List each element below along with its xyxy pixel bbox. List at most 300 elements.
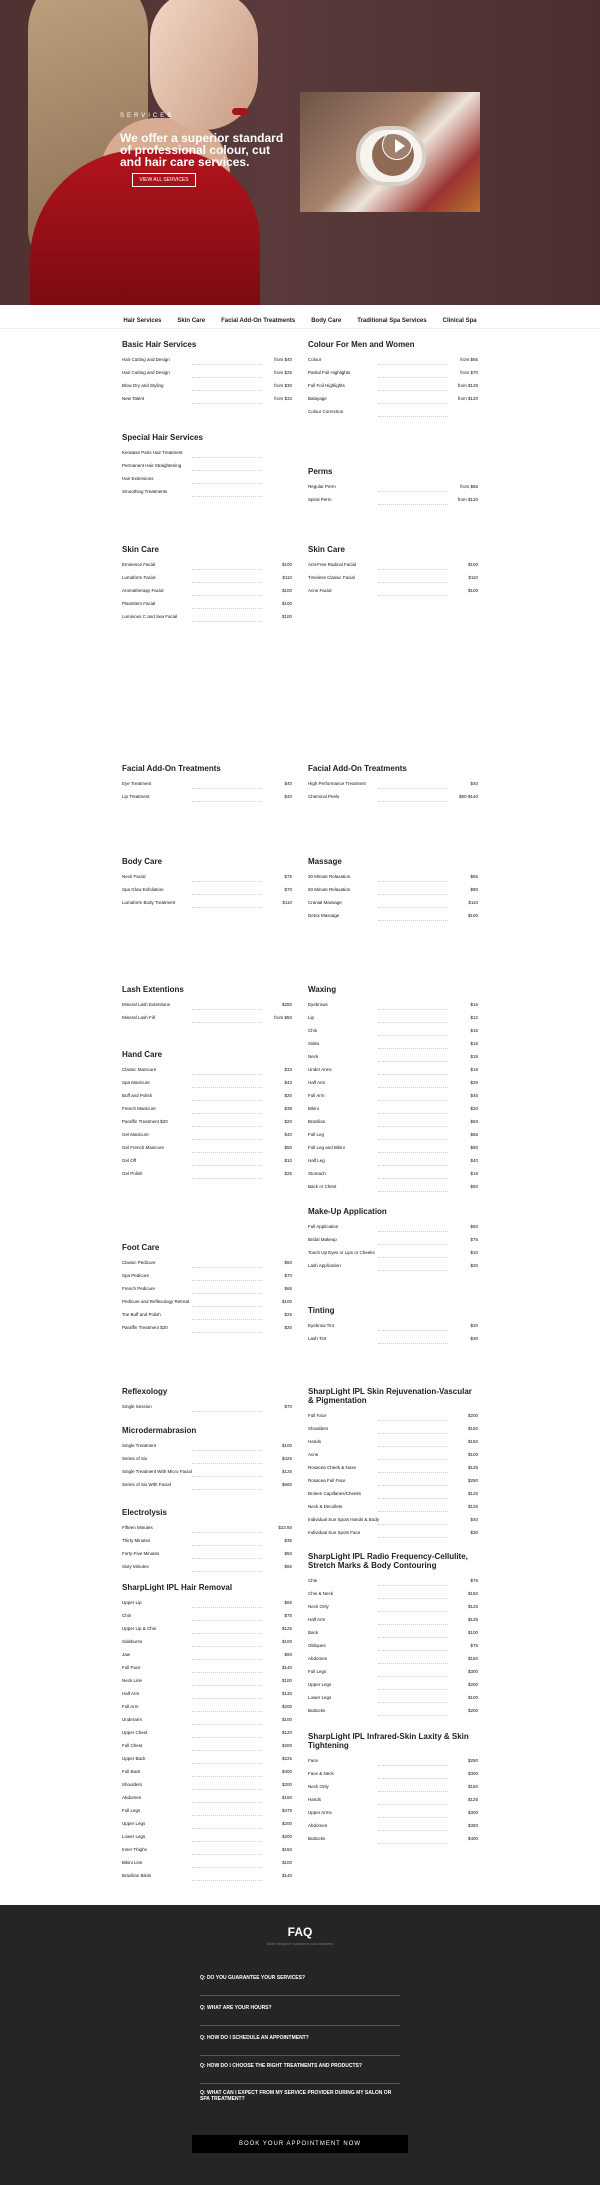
- service-row: [122, 601, 292, 614]
- service-row: [308, 1093, 478, 1106]
- faq-divider: [200, 2083, 400, 2084]
- dotted-leader: [378, 879, 448, 882]
- service-price: $400: [281, 1769, 292, 1774]
- ipl3-section: [308, 1732, 478, 1849]
- dotted-leader: [192, 1735, 262, 1738]
- ipl2-section: [308, 1552, 478, 1721]
- service-price: $375: [281, 1808, 292, 1813]
- service-row: [308, 1643, 478, 1656]
- service-name: Lower Legs: [308, 1695, 332, 1700]
- service-price: $25: [284, 1312, 292, 1317]
- service-price: $150: [281, 1847, 292, 1852]
- service-price: $65: [470, 1132, 478, 1137]
- service-row: [308, 1426, 478, 1439]
- service-price: from $120: [457, 396, 478, 401]
- service-row: [122, 1299, 292, 1312]
- service-name: Classic Manicure: [122, 1067, 157, 1072]
- perms-section: [308, 467, 478, 510]
- section-title: Reflexology: [122, 1387, 168, 1396]
- dotted-leader: [378, 1483, 448, 1486]
- service-price: $18: [470, 1171, 478, 1176]
- service-price: from $70: [460, 370, 478, 375]
- service-row: [308, 1439, 478, 1452]
- service-row: [122, 1551, 292, 1564]
- service-name: Upper Back: [122, 1756, 146, 1761]
- service-name: Chin: [122, 1613, 132, 1618]
- service-price: $300: [467, 1771, 478, 1776]
- service-price: $45: [470, 1093, 478, 1098]
- play-icon[interactable]: [382, 130, 412, 160]
- dotted-leader: [378, 1137, 448, 1140]
- service-name: Forty-Five Minutes: [122, 1551, 160, 1556]
- dotted-leader: [192, 1111, 262, 1114]
- service-row: [122, 1286, 292, 1299]
- dotted-leader: [192, 1722, 262, 1725]
- dotted-leader: [378, 1444, 448, 1447]
- service-price: $140: [281, 1665, 292, 1670]
- section-title: Microdermabrasion: [122, 1426, 197, 1435]
- dotted-leader: [378, 593, 448, 596]
- dotted-leader: [378, 1841, 448, 1844]
- section-title: Body Care: [122, 857, 163, 866]
- section-title: Colour For Men and Women: [308, 340, 415, 349]
- service-row: [308, 409, 478, 422]
- tab-clinical-spa[interactable]: Clinical Spa: [442, 318, 477, 324]
- service-name: Upper Legs: [308, 1682, 332, 1687]
- dotted-leader: [378, 1072, 448, 1075]
- micro-section: [122, 1426, 292, 1495]
- dotted-leader: [192, 606, 262, 609]
- service-price: $125: [281, 1469, 292, 1474]
- service-name: Keratase Paris Hair Treatment: [122, 450, 183, 455]
- dotted-leader: [378, 1522, 448, 1525]
- service-price: $65: [284, 1286, 292, 1291]
- service-name: Half Arm: [308, 1080, 326, 1085]
- basic-section: [122, 340, 292, 409]
- section-title: SharpLight IPL Skin Rejuvenation-Vascular & Pigmentation: [308, 1387, 472, 1405]
- service-price: $100: [467, 562, 478, 567]
- service-row: [122, 1652, 292, 1665]
- service-price: $80-$140: [458, 794, 478, 799]
- service-row: [122, 1704, 292, 1717]
- service-row: [308, 1132, 478, 1145]
- tab-skin-care[interactable]: Skin Care: [177, 318, 206, 324]
- service-row: [308, 1145, 478, 1158]
- service-name: Eminence Facial: [122, 562, 156, 567]
- service-row: [122, 357, 292, 370]
- service-name: Sides: [308, 1041, 320, 1046]
- dotted-leader: [192, 1137, 262, 1140]
- section-title: Lash Extentions: [122, 985, 184, 994]
- service-row: [122, 1691, 292, 1704]
- hero-title: We offer a superior standard of professional colour, cut and hair care services.: [120, 131, 284, 169]
- service-name: Smoothing Treatments: [122, 489, 168, 494]
- service-name: Plantstem Facial: [122, 601, 156, 606]
- service-row: [122, 1312, 292, 1325]
- service-name: Brazilian: [308, 1119, 326, 1124]
- dotted-leader: [378, 1776, 448, 1779]
- dotted-leader: [378, 918, 448, 921]
- service-price: $40: [284, 1132, 292, 1137]
- dotted-leader: [378, 1046, 448, 1049]
- service-name: Inner Thighs: [122, 1847, 147, 1852]
- service-row: [122, 489, 292, 502]
- service-name: Face: [308, 1758, 319, 1763]
- service-row: [122, 1613, 292, 1626]
- section-title: Special Hair Services: [122, 433, 203, 442]
- dotted-leader: [378, 1622, 448, 1625]
- service-row: [308, 1015, 478, 1028]
- service-price: $60: [470, 1119, 478, 1124]
- dotted-leader: [378, 1242, 448, 1245]
- skin-section: [122, 545, 292, 627]
- dotted-leader: [192, 1774, 262, 1777]
- service-name: Thirty Minutes: [122, 1538, 151, 1543]
- salon-video-thumbnail[interactable]: [300, 92, 480, 212]
- dotted-leader: [378, 1085, 448, 1088]
- service-name: Full Legs: [308, 1669, 327, 1674]
- service-row: [308, 1530, 478, 1543]
- service-row: [122, 396, 292, 409]
- service-name: Full Chest: [122, 1743, 143, 1748]
- dotted-leader: [192, 1618, 262, 1621]
- section-title: Perms: [308, 467, 333, 476]
- service-name: Stomach: [308, 1171, 326, 1176]
- service-price: $660: [281, 1482, 292, 1487]
- service-row: [308, 1784, 478, 1797]
- service-row: [122, 900, 292, 913]
- service-price: $40: [470, 1158, 478, 1163]
- service-price: $100: [467, 1695, 478, 1700]
- faq-divider: [200, 2025, 400, 2026]
- makeup-section: [308, 1207, 478, 1276]
- section-title: Electrolysis: [122, 1508, 167, 1517]
- service-row: [308, 913, 478, 926]
- service-name: Jaw: [122, 1652, 131, 1657]
- dotted-leader: [192, 1787, 262, 1790]
- faq-section: [0, 1905, 600, 2185]
- faq-subtitle: Most frequent questions and answers: [266, 1941, 334, 1946]
- service-name: Full Application: [308, 1224, 339, 1229]
- service-row: [308, 1810, 478, 1823]
- dotted-leader: [378, 1763, 448, 1766]
- ipl1-section: [308, 1387, 478, 1543]
- service-name: Broken Capillaries/Cheeks: [308, 1491, 362, 1496]
- service-row: [122, 1404, 292, 1417]
- section-title: Hand Care: [122, 1050, 163, 1059]
- service-price: $110: [468, 900, 478, 905]
- dotted-leader: [378, 1189, 448, 1192]
- service-price: $60: [284, 1260, 292, 1265]
- service-price: $35: [284, 1538, 292, 1543]
- dotted-leader: [378, 1789, 448, 1792]
- services-tabs: [0, 313, 600, 329]
- service-name: Cranial Massage: [308, 900, 342, 905]
- service-row: [122, 1538, 292, 1551]
- dotted-leader: [378, 1229, 448, 1232]
- service-name: Lash Tint: [308, 1336, 327, 1341]
- service-price: $25: [470, 1080, 478, 1085]
- dotted-leader: [378, 1255, 448, 1258]
- service-name: Eye Treatment: [122, 781, 152, 786]
- dotted-leader: [192, 1007, 262, 1010]
- service-row: [308, 1708, 478, 1721]
- service-row: [308, 1067, 478, 1080]
- service-row: [308, 1517, 478, 1530]
- faq-question[interactable]: Q: WHAT CAN I EXPECT FROM MY SERVICE PROVIDER DURING MY SALON OR SPA TREATMENT?: [200, 2090, 392, 2102]
- service-row: [122, 1564, 292, 1577]
- service-name: Abdomen: [122, 1795, 142, 1800]
- service-row: [308, 1002, 478, 1015]
- service-price: $12: [470, 1015, 478, 1020]
- dotted-leader: [378, 1609, 448, 1612]
- service-price: $20: [470, 1263, 478, 1268]
- hero-banner: [0, 0, 600, 305]
- service-row: [122, 1443, 292, 1456]
- dotted-leader: [192, 1852, 262, 1855]
- service-row: [122, 1325, 292, 1338]
- service-price: $200: [281, 1821, 292, 1826]
- service-name: 30 Minute Relaxation: [308, 874, 351, 879]
- dotted-leader: [192, 619, 262, 622]
- service-name: Half Leg: [308, 1158, 325, 1163]
- service-price: $55: [470, 874, 478, 879]
- dotted-leader: [378, 905, 448, 908]
- electro-section: [122, 1508, 292, 1577]
- service-name: Permanent Hair Straightening: [122, 463, 182, 468]
- service-name: Eyebrow Tint: [308, 1323, 335, 1328]
- service-name: Lip: [308, 1015, 315, 1020]
- service-row: [122, 1273, 292, 1286]
- faq-question[interactable]: Q: DO YOU GUARANTEE YOUR SERVICES?: [200, 1975, 306, 1981]
- service-name: Lower Legs: [122, 1834, 146, 1839]
- dotted-leader: [378, 799, 448, 802]
- dotted-leader: [192, 1556, 262, 1559]
- service-price: $30: [470, 1336, 478, 1341]
- service-name: Mineral Lash Extentions: [122, 1002, 171, 1007]
- body-section: [122, 857, 292, 913]
- dotted-leader: [192, 1543, 262, 1546]
- dotted-leader: [378, 1583, 448, 1586]
- faq-question[interactable]: Q: HOW DO I SCHEDULE AN APPOINTMENT?: [200, 2035, 309, 2041]
- dotted-leader: [378, 1007, 448, 1010]
- service-name: Regular Perm: [308, 484, 336, 489]
- service-name: Abdomen: [308, 1823, 328, 1828]
- service-price: $20: [470, 1323, 478, 1328]
- service-price: $18: [470, 1067, 478, 1072]
- service-row: [308, 562, 478, 575]
- service-price: $200: [281, 1704, 292, 1709]
- service-price: $140: [281, 1873, 292, 1878]
- dotted-leader: [192, 1163, 262, 1166]
- service-name: Individual Sun Spots Hands & Body: [308, 1517, 380, 1522]
- service-price: $125: [467, 1491, 478, 1496]
- tab-spa-services[interactable]: Traditional Spa Services: [357, 318, 427, 324]
- service-row: [308, 1604, 478, 1617]
- service-row: [122, 1132, 292, 1145]
- dotted-leader: [192, 1644, 262, 1647]
- service-row: [122, 450, 292, 463]
- service-name: French Manicure: [122, 1106, 156, 1111]
- service-price: $20: [470, 1106, 478, 1111]
- service-row: [122, 383, 292, 396]
- service-row: [308, 1617, 478, 1630]
- service-row: [308, 1758, 478, 1771]
- service-price: $70: [284, 1404, 292, 1409]
- dotted-leader: [192, 1085, 262, 1088]
- service-name: Sixty Minutes: [122, 1564, 149, 1569]
- service-price: $75: [470, 1237, 478, 1242]
- dotted-leader: [378, 1700, 448, 1703]
- service-row: [122, 1080, 292, 1093]
- service-row: [308, 900, 478, 913]
- service-row: [308, 1682, 478, 1695]
- service-name: Full Face: [122, 1665, 141, 1670]
- service-price: $150: [467, 1439, 478, 1444]
- service-price: $200: [281, 1782, 292, 1787]
- service-price: from $30: [274, 383, 292, 388]
- section-title: Tinting: [308, 1306, 335, 1315]
- service-row: [122, 1834, 292, 1847]
- service-name: Neck Line: [122, 1678, 143, 1683]
- service-name: Full Foil Highlights: [308, 383, 345, 388]
- hero-model-lips: [232, 108, 248, 115]
- service-price: $100: [467, 1630, 478, 1635]
- tab-hair-services[interactable]: Hair Services: [123, 318, 162, 324]
- service-price: $60: [470, 1224, 478, 1229]
- service-price: $150: [467, 1591, 478, 1596]
- service-name: Fifteen Minutes: [122, 1525, 153, 1530]
- hair-section: [122, 1583, 292, 1886]
- dotted-leader: [378, 1457, 448, 1460]
- service-name: Neck Only: [308, 1784, 329, 1789]
- service-row: [122, 1821, 292, 1834]
- dotted-leader: [378, 489, 448, 492]
- skin-section: [308, 545, 478, 601]
- foot-section: [122, 1243, 292, 1338]
- service-name: Touch Up Eyes or Lips or Cheeks: [308, 1250, 375, 1255]
- service-price: $250: [467, 1758, 478, 1763]
- service-row: [122, 614, 292, 627]
- service-name: Full Leg and Bikini: [308, 1145, 345, 1150]
- tab-body-care[interactable]: Body Care: [311, 318, 342, 324]
- service-price: $125: [281, 1626, 292, 1631]
- service-name: High Performance Treatment: [308, 781, 366, 786]
- service-row: [308, 1771, 478, 1784]
- service-name: Chemical Peels: [308, 794, 340, 799]
- section-title: Skin Care: [308, 545, 345, 554]
- service-name: Half Arm: [122, 1691, 140, 1696]
- service-price: $10: [284, 1158, 292, 1163]
- dotted-leader: [192, 1409, 262, 1412]
- book-appointment-button[interactable]: BOOK YOUR APPOINTMENT NOW: [192, 2135, 408, 2153]
- dotted-leader: [192, 1176, 262, 1179]
- dotted-leader: [378, 1268, 448, 1271]
- service-name: Full Back: [122, 1769, 141, 1774]
- dotted-leader: [192, 580, 262, 583]
- service-row: [308, 575, 478, 588]
- service-price: $20: [284, 1093, 292, 1098]
- dotted-leader: [192, 567, 262, 570]
- service-price: $38: [284, 1106, 292, 1111]
- dotted-leader: [378, 362, 448, 365]
- section-title: Facial Add-On Treatments: [122, 764, 221, 773]
- service-name: Rosacea Cheek & Nose: [308, 1465, 357, 1470]
- dotted-leader: [192, 1670, 262, 1673]
- service-row: [122, 463, 292, 476]
- dotted-leader: [192, 1865, 262, 1868]
- service-price: $16: [470, 1002, 478, 1007]
- service-price: $22.50: [278, 1525, 292, 1530]
- service-row: [122, 1119, 292, 1132]
- service-row: [308, 1158, 478, 1171]
- tab-facial-add-on[interactable]: Facial Add-On Treatments: [221, 318, 296, 324]
- service-name: Hair Cutting and Design: [122, 357, 170, 362]
- service-price: $100: [281, 1717, 292, 1722]
- addon-section: [122, 764, 292, 807]
- service-price: $110: [282, 575, 292, 580]
- service-name: Buttocks: [308, 1708, 326, 1713]
- service-price: $33: [284, 1067, 292, 1072]
- service-row: [308, 1336, 478, 1349]
- dotted-leader: [378, 1535, 448, 1538]
- service-row: [308, 1465, 478, 1478]
- dotted-leader: [192, 1569, 262, 1572]
- service-price: $90: [284, 1652, 292, 1657]
- service-price: $250: [467, 1478, 478, 1483]
- section-title: Basic Hair Services: [122, 340, 197, 349]
- service-price: $150: [467, 1426, 478, 1431]
- service-row: [308, 497, 478, 510]
- dotted-leader: [192, 1072, 262, 1075]
- service-row: [122, 1808, 292, 1821]
- dotted-leader: [378, 1661, 448, 1664]
- service-name: Neck Facial: [122, 874, 146, 879]
- faq-question[interactable]: Q: WHAT ARE YOUR HOURS?: [200, 2005, 272, 2011]
- service-name: Spa Pedicure: [122, 1273, 150, 1278]
- service-price: from $125: [457, 383, 478, 388]
- service-name: Lumaform Body Treatment: [122, 900, 176, 905]
- service-price: $100: [467, 588, 478, 593]
- service-name: Lumaform Facial: [122, 575, 156, 580]
- service-price: $80: [470, 887, 478, 892]
- service-name: Pedicure and Reflexology Retreat: [122, 1299, 190, 1304]
- dotted-leader: [192, 905, 262, 908]
- dotted-leader: [192, 1124, 262, 1127]
- view-all-services-button[interactable]: VIEW ALL SERVICES: [132, 173, 196, 187]
- dotted-leader: [192, 1304, 262, 1307]
- service-name: Blow Dry and Styling: [122, 383, 164, 388]
- service-name: Anti-Free Radical Facial: [308, 562, 357, 567]
- dotted-leader: [192, 879, 262, 882]
- section-title: Facial Add-On Treatments: [308, 764, 407, 773]
- section-title: Make-Up Application: [308, 1207, 387, 1216]
- service-row: [122, 781, 292, 794]
- service-name: Chin: [308, 1578, 318, 1583]
- service-row: [122, 794, 292, 807]
- dotted-leader: [192, 799, 262, 802]
- service-row: [308, 1184, 478, 1197]
- dotted-leader: [378, 1418, 448, 1421]
- service-price: $120: [281, 1730, 292, 1735]
- service-row: [308, 1656, 478, 1669]
- dotted-leader: [378, 1596, 448, 1599]
- dotted-leader: [192, 1265, 262, 1268]
- service-price: $40: [470, 1517, 478, 1522]
- service-price: $125: [467, 1797, 478, 1802]
- faq-question[interactable]: Q: HOW DO I CHOOSE THE RIGHT TREATMENTS AND PRODUCTS?: [200, 2063, 362, 2069]
- service-row: [122, 1795, 292, 1808]
